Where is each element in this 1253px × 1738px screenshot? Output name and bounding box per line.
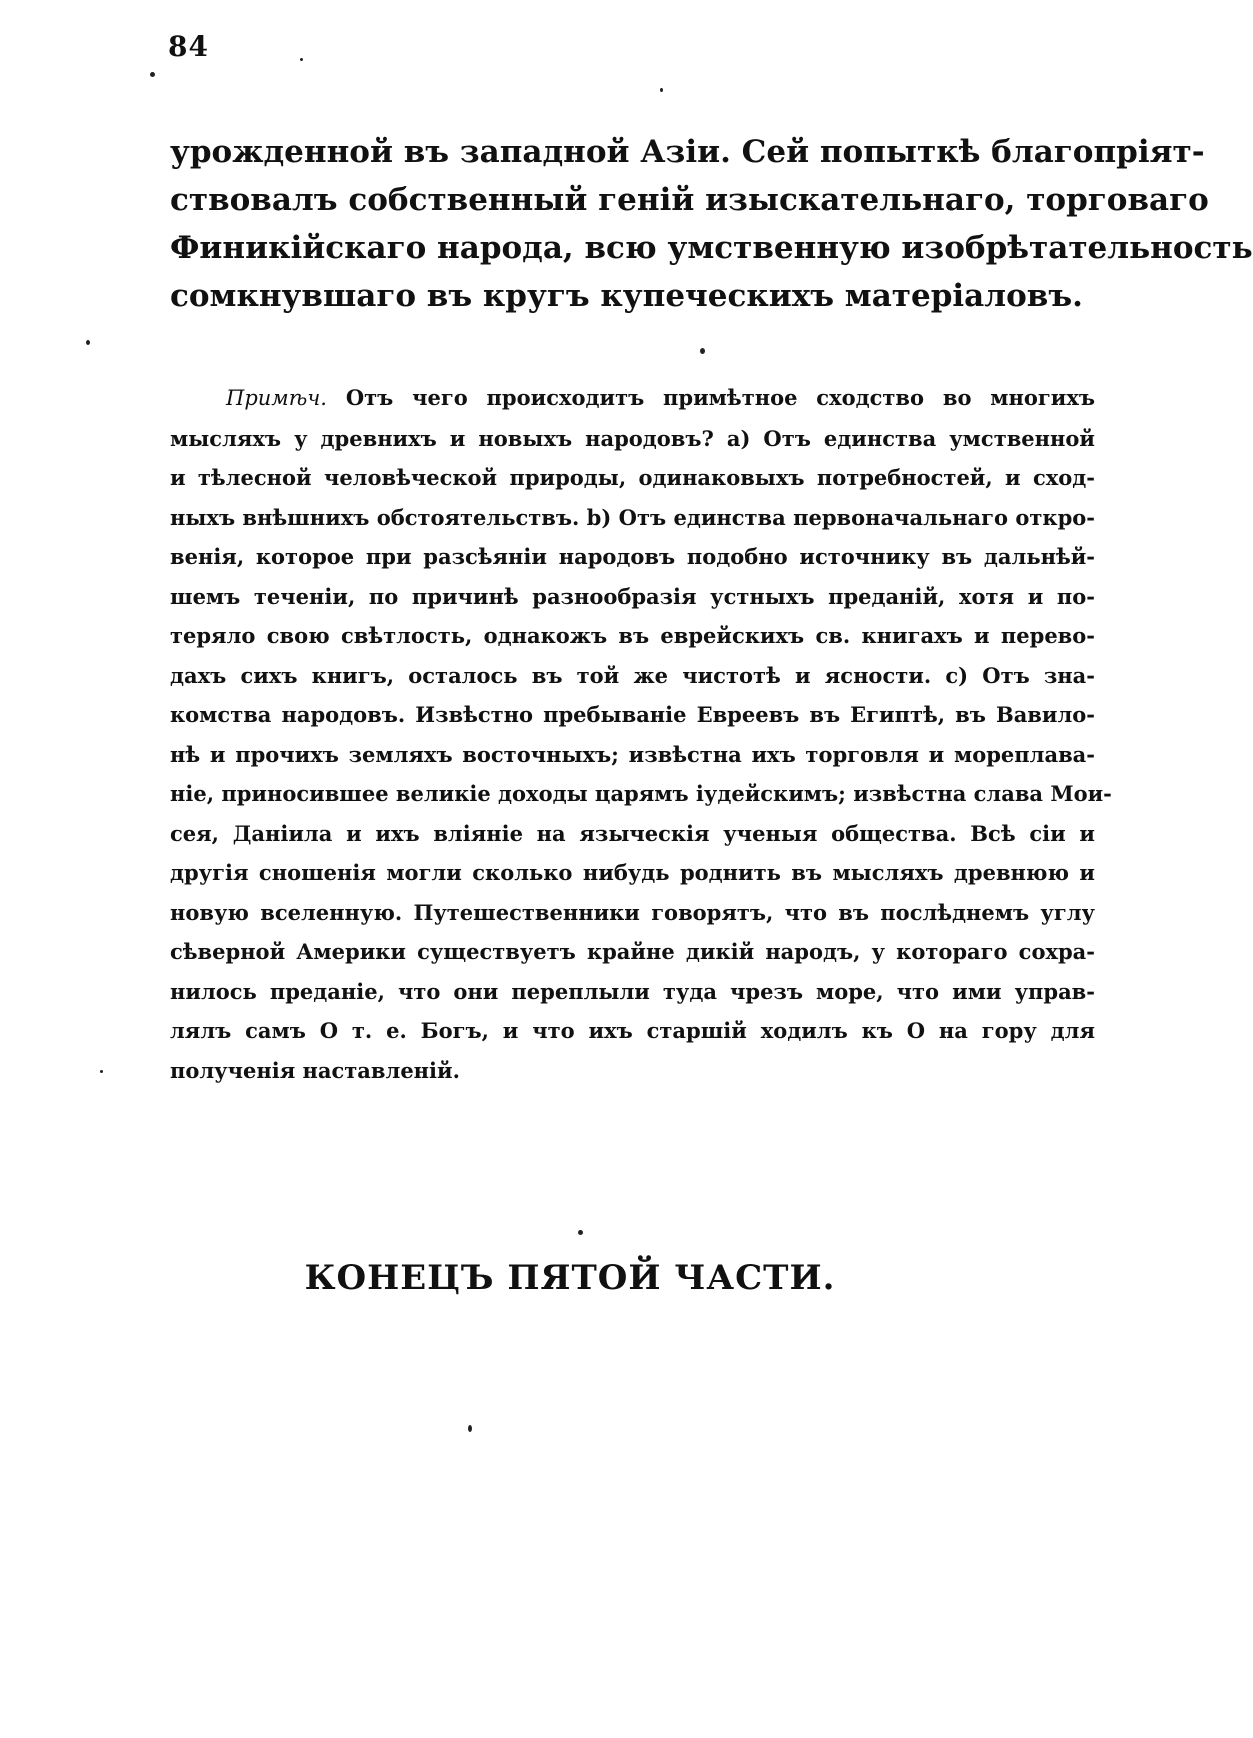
note-text-line bbox=[170, 378, 1095, 419]
note-text-line: и тѣлесной человѣческой природы, одинаковыхъ потребностей, и сход- bbox=[170, 465, 1095, 490]
note-text-line: теряло свою свѣтлость, однакожъ въ еврейскихъ св. книгахъ и перево- bbox=[170, 623, 1095, 648]
scan-speck bbox=[86, 340, 90, 345]
note-text-line: шемъ теченіи, по причинѣ разнообразія устныхъ преданій, хотя и по- bbox=[170, 583, 1095, 609]
note-text-line: ныхъ внѣшнихъ обстоятельствъ. b) Отъ единства первоначальнаго откро- bbox=[170, 504, 1095, 530]
main-text-line: сомкнувшаго въ кругъ купеческихъ матеріаловъ. bbox=[170, 278, 1083, 314]
scan-speck bbox=[150, 72, 155, 77]
note-label: Примѣч. bbox=[226, 386, 327, 410]
main-text-line: Финикійскаго народа, всю умственную изобрѣтательность bbox=[170, 230, 1253, 266]
note-text-line: новую вселенную. Путешественники говорятъ, что въ послѣднемъ углу bbox=[170, 899, 1095, 925]
scan-speck bbox=[300, 58, 303, 61]
note-text-line: другія сношенія могли сколько нибудь роднить въ мысляхъ древнюю и bbox=[170, 860, 1095, 885]
note-text-line: лялъ самъ О т. е. Богъ, и что ихъ старшій ходилъ къ О на гору для bbox=[170, 1018, 1095, 1043]
note-text-line: дахъ сихъ книгъ, осталось въ той же чистотѣ и ясности. с) Отъ зна- bbox=[170, 662, 1095, 688]
note-text-line: полученія наставленій. bbox=[170, 1057, 460, 1083]
scan-speck bbox=[100, 1070, 103, 1073]
note-text-line: сѣверной Америки существуетъ крайне дикій народъ, у котораго сохра- bbox=[170, 939, 1095, 964]
note-line-text: Отъ чего происходитъ примѣтное сходство во многихъ bbox=[345, 385, 1095, 410]
note-text-line: нѣ и прочихъ земляхъ восточныхъ; извѣстна ихъ торговля и мореплава- bbox=[170, 741, 1095, 767]
note-text-line: ніе, приносившее великіе доходы царямъ іудейскимъ; извѣстна слава Мои- bbox=[170, 781, 1112, 806]
page-number: 84 bbox=[168, 30, 209, 63]
scan-speck bbox=[660, 88, 663, 92]
scan-speck bbox=[700, 348, 705, 354]
note-text-line: венія, которое при разсѣяніи народовъ подобно источнику въ дальнѣй- bbox=[170, 544, 1095, 569]
part-end-title: КОНЕЦЪ ПЯТОЙ ЧАСТИ. bbox=[304, 1258, 836, 1298]
main-text-line: ствовалъ собственный геній изыскательнаго, торговаго bbox=[170, 182, 1209, 218]
note-text-line: нилось преданіе, что они переплыли туда чрезъ море, что ими управ- bbox=[170, 978, 1095, 1004]
note-text-line: сея, Даніила и ихъ вліяніе на языческія ученыя общества. Всѣ сіи и bbox=[170, 820, 1095, 846]
scan-speck bbox=[578, 1230, 583, 1235]
main-text-line: урожденной въ западной Азіи. Сей попыткѣ благопріят- bbox=[170, 134, 1205, 170]
scan-speck bbox=[468, 1425, 472, 1432]
note-text-line: мысляхъ у древнихъ и новыхъ народовъ? а) Отъ единства умственной bbox=[170, 425, 1095, 451]
note-text-line: комства народовъ. Извѣстно пребываніе Евреевъ въ Египтѣ, въ Вавило- bbox=[170, 702, 1095, 727]
main-paragraph bbox=[170, 128, 1253, 320]
footnote-block bbox=[170, 378, 1112, 1090]
